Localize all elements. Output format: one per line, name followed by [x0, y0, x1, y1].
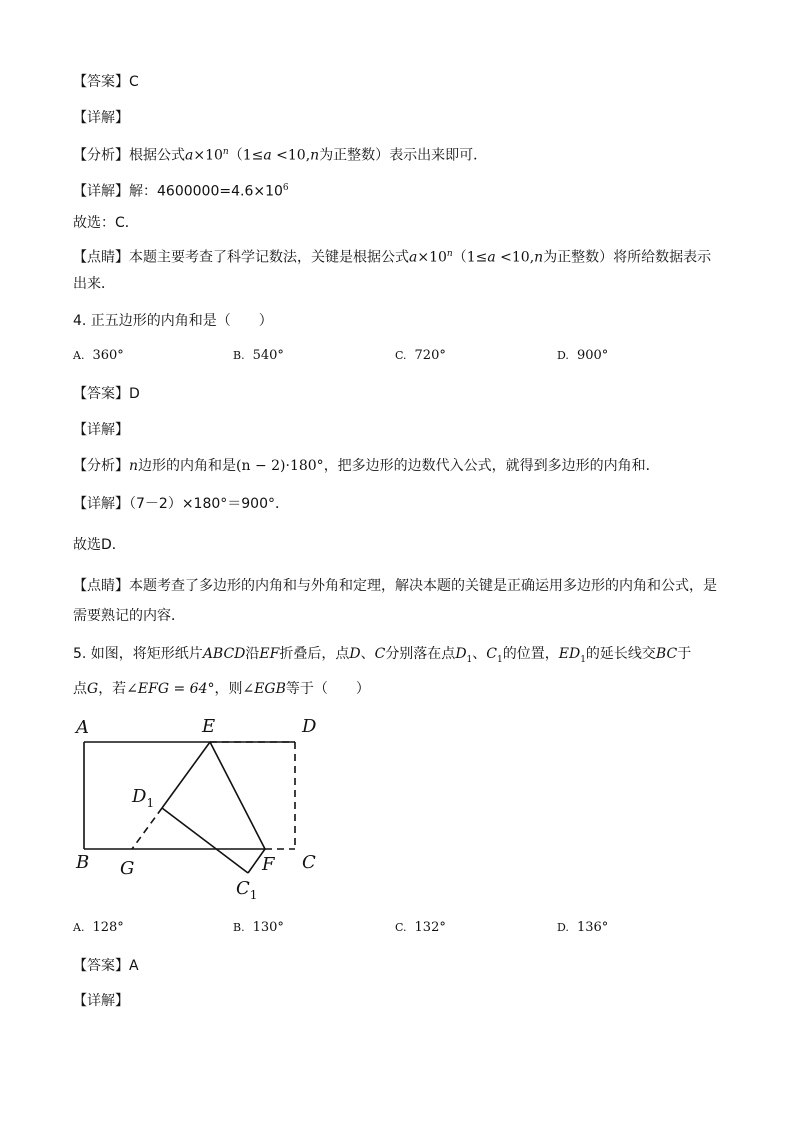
q4-detail-title: 【详解】	[73, 422, 129, 438]
edge-d1c1	[162, 808, 248, 873]
q3-answer: 【答案】C	[73, 74, 139, 90]
q4-analysis: 【分析】n边形的内角和是(n − 2)·180°，把多边形的边数代入公式，就得到多边形的内角和．	[73, 458, 660, 474]
q5-option-c: C. 132°	[395, 920, 446, 935]
q5-option-d: D. 136°	[557, 920, 609, 935]
q3-point-line2: 出来．	[73, 276, 115, 292]
label-d1: $D_1$	[132, 786, 155, 810]
extension-d1g	[132, 808, 162, 849]
q5-question-line1: 5. 如图，将矩形纸片ABCD沿EF折叠后，点D、C分别落在点$D_1$、$C_1$的位置，$ED_1$的延长线交BC于	[73, 646, 692, 665]
q3-solution: 【详解】解：$4600000=4.6\times 10^6$	[73, 183, 289, 200]
q3-choose: 故选：C．	[73, 215, 139, 231]
label-d: D	[302, 716, 317, 737]
q5-option-b: B. 130°	[233, 920, 284, 935]
label-g: G	[120, 858, 135, 879]
label-c: C	[302, 852, 316, 873]
q3-analysis: 【分析】根据公式$a\times 10^n(1\le a <10,n$为正整数）表示出来即可．	[73, 147, 488, 164]
q4-point-line2: 需要熟记的内容．	[73, 608, 185, 624]
q5-answer: 【答案】A	[73, 958, 139, 974]
folded-rectangle-figure	[70, 708, 330, 908]
q4-answer: 【答案】D	[73, 386, 140, 402]
q5-option-a: A. 128°	[73, 920, 124, 935]
q4-choose: 故选D．	[73, 537, 126, 553]
label-a: A	[76, 717, 89, 738]
q4-option-d: D. 900°	[557, 348, 609, 363]
label-f: F	[262, 854, 275, 875]
q4-option-b: B. 540°	[233, 348, 284, 363]
label-e: E	[202, 716, 216, 737]
label-c1: $C_1$	[236, 878, 258, 902]
edge-ed1	[162, 742, 210, 808]
q5-question-line2: 点G，若∠EFG = 64°，则∠EGB等于（ ）	[73, 681, 370, 697]
q3-point: 【点睛】本题主要考查了科学记数法，关键是根据公式$a\times 10^n(1\le a <10,n$为正整数）将所给数据表示	[73, 249, 712, 266]
q4-solution: 【详解】（7－2）×180°＝900°．	[73, 496, 289, 512]
q5-detail-title: 【详解】	[73, 993, 129, 1009]
label-b: B	[76, 852, 90, 873]
q4-point-line1: 【点睛】本题考查了多边形的内角和与外角和定理，解决本题的关键是正确运用多边形的内角和公式，是	[73, 578, 717, 594]
q4-option-a: A. 360°	[73, 348, 124, 363]
q3-detail-title: 【详解】	[73, 110, 129, 126]
fold-line-ef	[210, 742, 265, 849]
q4-question: 4. 正五边形的内角和是（ ）	[73, 313, 273, 329]
q4-option-c: C. 720°	[395, 348, 446, 363]
